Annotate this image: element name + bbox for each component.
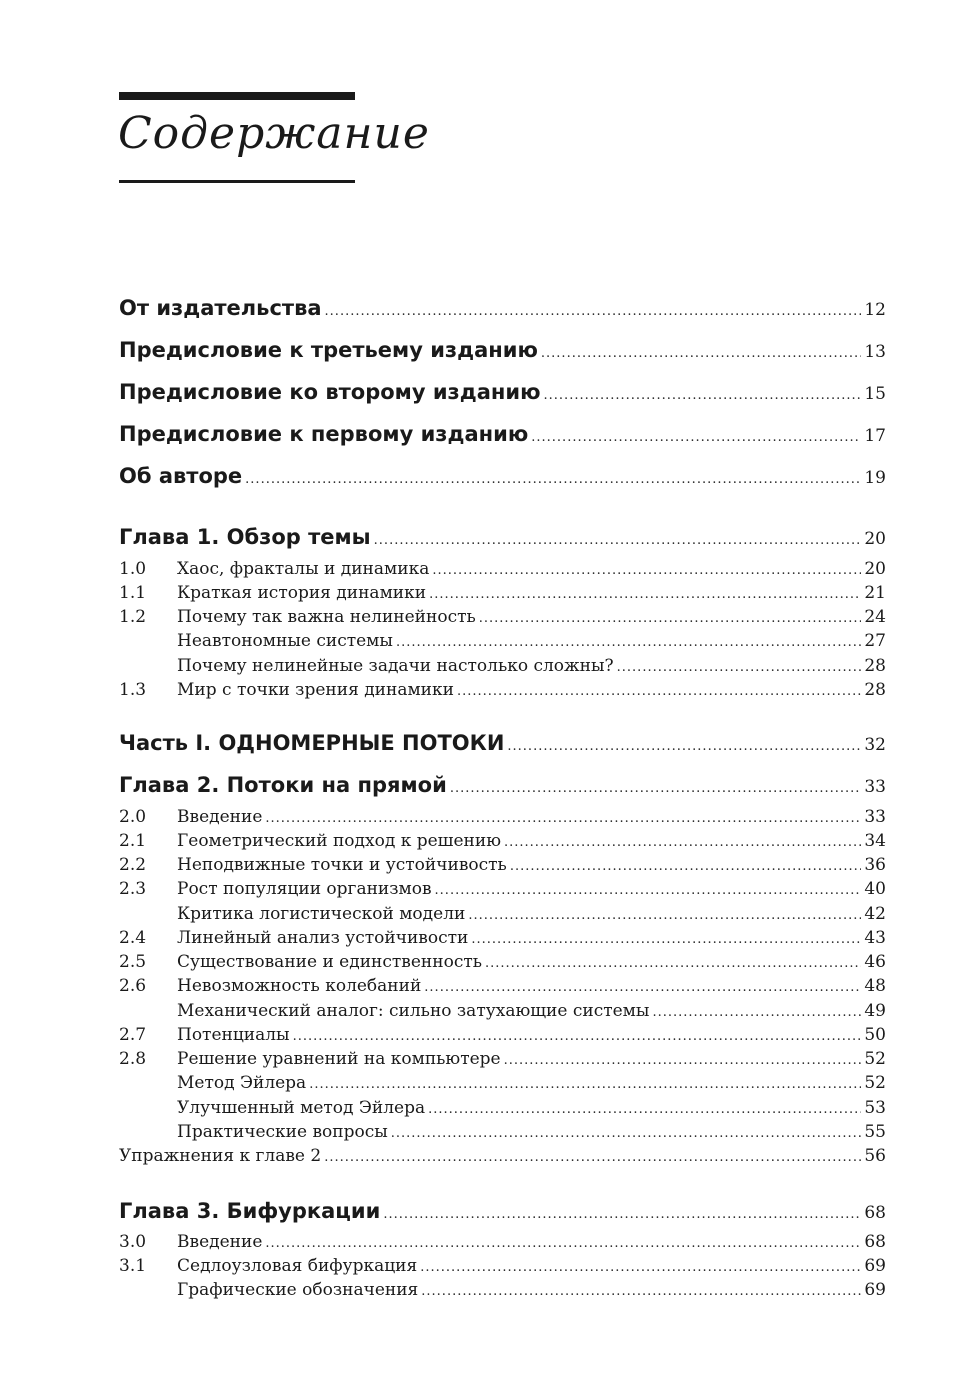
- dot-leader: [391, 1126, 862, 1141]
- entry-title: Глава 3. Бифуркации: [119, 1199, 381, 1223]
- dot-leader: [293, 1029, 862, 1044]
- page-number: 28: [864, 656, 886, 676]
- page-number: 69: [864, 1280, 886, 1300]
- dot-leader: [324, 1150, 861, 1165]
- entry-title: Почему так важна нелинейность: [177, 607, 476, 627]
- dot-leader: [421, 1284, 861, 1299]
- toc-heading-row[interactable]: [119, 525, 886, 549]
- page-number: 55: [864, 1122, 886, 1142]
- dot-leader: [471, 932, 861, 947]
- page-number: 52: [864, 1049, 886, 1069]
- entry-title: Хаос, фракталы и динамика: [177, 559, 430, 579]
- section-number: 1.1: [119, 583, 147, 603]
- page-number: 33: [864, 777, 886, 797]
- toc-entry-row[interactable]: [119, 952, 886, 972]
- section-number: 1.2: [119, 607, 147, 627]
- page-number: 36: [864, 855, 886, 875]
- entry-title: Геометрический подход к решению: [177, 831, 501, 851]
- section-number: 2.0: [119, 807, 147, 827]
- toc-heading-row[interactable]: [119, 464, 886, 488]
- page-number: 33: [864, 807, 886, 827]
- entry-title: Краткая история динамики: [177, 583, 427, 603]
- toc-entry-row[interactable]: [119, 1232, 886, 1252]
- dot-leader: [374, 533, 862, 548]
- toc-heading-row[interactable]: [119, 422, 886, 446]
- toc-entry-row[interactable]: [119, 1001, 886, 1021]
- toc-entry-row[interactable]: [119, 855, 886, 875]
- toc-entry-row[interactable]: [119, 1098, 886, 1118]
- dot-leader: [457, 684, 861, 699]
- dot-leader: [396, 635, 861, 650]
- entry-title: Рост популяции организмов: [177, 879, 432, 899]
- dot-leader: [435, 883, 862, 898]
- toc-entry-row[interactable]: [119, 583, 886, 603]
- title-top-rule: [119, 92, 355, 100]
- toc-entry-row[interactable]: [119, 607, 886, 627]
- entry-title: Предисловие к третьему изданию: [119, 338, 538, 362]
- entry-title: Неподвижные точки и устойчивость: [177, 855, 507, 875]
- section-number: 2.3: [119, 879, 147, 899]
- section-number: 2.4: [119, 928, 147, 948]
- dot-leader: [479, 611, 862, 626]
- entry-title: Предисловие ко второму изданию: [119, 380, 541, 404]
- dot-leader: [420, 1260, 861, 1275]
- toc-entry-row[interactable]: [119, 656, 886, 676]
- dot-leader: [265, 1236, 861, 1251]
- page-number: 69: [864, 1256, 886, 1276]
- page-number: 12: [864, 300, 886, 320]
- entry-title: Упражнения к главе 2: [119, 1146, 322, 1166]
- dot-leader: [507, 739, 861, 754]
- dot-leader: [424, 980, 861, 995]
- section-number: 2.2: [119, 855, 147, 875]
- entry-title: Потенциалы: [177, 1025, 290, 1045]
- entry-title: Линейный анализ устойчивости: [177, 928, 469, 948]
- page-title: Содержание: [118, 108, 430, 159]
- dot-leader: [325, 304, 862, 319]
- dot-leader: [468, 908, 861, 923]
- entry-title: Введение: [177, 807, 263, 827]
- dot-leader: [510, 859, 862, 874]
- toc-entry-row[interactable]: [119, 928, 886, 948]
- toc-entry-row[interactable]: [119, 904, 886, 924]
- page-number: 49: [864, 1001, 886, 1021]
- toc-entry-row[interactable]: [119, 631, 886, 651]
- dot-leader: [383, 1207, 861, 1222]
- dot-leader: [309, 1077, 861, 1092]
- dot-leader: [652, 1005, 861, 1020]
- toc-entry-row[interactable]: [119, 559, 886, 579]
- page-number: 52: [864, 1073, 886, 1093]
- section-number: 2.6: [119, 976, 147, 996]
- section-number: 3.0: [119, 1232, 147, 1252]
- entry-title: Мир с точки зрения динамики: [177, 680, 454, 700]
- page-number: 19: [864, 468, 886, 488]
- entry-title: Неавтономные системы: [177, 631, 393, 651]
- page-number: 53: [864, 1098, 886, 1118]
- entry-title: Предисловие к первому изданию: [119, 422, 529, 446]
- toc-heading-row[interactable]: [119, 731, 886, 755]
- page-number: 20: [864, 529, 886, 549]
- toc-entry-row[interactable]: [119, 1122, 886, 1142]
- section-number: 1.3: [119, 680, 147, 700]
- section-number: 2.8: [119, 1049, 147, 1069]
- toc-entry-row[interactable]: [119, 1025, 886, 1045]
- page-number: 27: [864, 631, 886, 651]
- toc-entry-row[interactable]: [119, 831, 886, 851]
- toc-entry-row[interactable]: [119, 879, 886, 899]
- page-number: 50: [864, 1025, 886, 1045]
- page-number: 34: [864, 831, 886, 851]
- toc-entry-row[interactable]: [119, 1256, 886, 1276]
- page-number: 13: [864, 342, 886, 362]
- toc-heading-row[interactable]: [119, 338, 886, 362]
- page-number: 68: [864, 1232, 886, 1252]
- entry-title: От издательства: [119, 296, 322, 320]
- section-number: 2.1: [119, 831, 147, 851]
- dot-leader: [428, 1102, 861, 1117]
- page-number: 28: [864, 680, 886, 700]
- section-number: 1.0: [119, 559, 147, 579]
- page-number: 40: [864, 879, 886, 899]
- dot-leader: [429, 587, 861, 602]
- page-number: 68: [864, 1203, 886, 1223]
- toc-heading-row[interactable]: [119, 380, 886, 404]
- dot-leader: [617, 660, 862, 675]
- page-number: 43: [864, 928, 886, 948]
- dot-leader: [432, 563, 861, 578]
- entry-title: Введение: [177, 1232, 263, 1252]
- entry-title: Механический аналог: сильно затухающие системы: [177, 1001, 650, 1021]
- toc-heading-row[interactable]: [119, 296, 886, 320]
- section-number: 2.7: [119, 1025, 147, 1045]
- entry-title: Решение уравнений на компьютере: [177, 1049, 501, 1069]
- toc-entry-row[interactable]: [119, 1049, 886, 1069]
- entry-title: Практические вопросы: [177, 1122, 388, 1142]
- entry-title: Об авторе: [119, 464, 243, 488]
- title-bottom-rule: [119, 180, 355, 183]
- toc-entry-row[interactable]: [119, 976, 886, 996]
- page-number: 17: [864, 426, 886, 446]
- entry-title: Графические обозначения: [177, 1280, 419, 1300]
- page-number: 48: [864, 976, 886, 996]
- dot-leader: [544, 388, 862, 403]
- dot-leader: [504, 1053, 862, 1068]
- entry-title: Существование и единственность: [177, 952, 482, 972]
- section-number: 2.5: [119, 952, 147, 972]
- dot-leader: [245, 472, 861, 487]
- toc-heading-row[interactable]: [119, 1199, 886, 1223]
- entry-title: Глава 2. Потоки на прямой: [119, 773, 447, 797]
- dot-leader: [531, 430, 861, 445]
- entry-title: Улучшенный метод Эйлера: [177, 1098, 426, 1118]
- toc-entry-row[interactable]: [119, 1146, 886, 1166]
- toc-entry-row[interactable]: [119, 1280, 886, 1300]
- toc-entry-row[interactable]: [119, 807, 886, 827]
- entry-title: Почему нелинейные задачи настолько сложны?: [177, 656, 614, 676]
- page-number: 46: [864, 952, 886, 972]
- page-number: 21: [864, 583, 886, 603]
- page-number: 32: [864, 735, 886, 755]
- toc-entry-row[interactable]: [119, 680, 886, 700]
- section-number: 3.1: [119, 1256, 147, 1276]
- page-number: 24: [864, 607, 886, 627]
- entry-title: Критика логистической модели: [177, 904, 466, 924]
- dot-leader: [450, 781, 862, 796]
- entry-title: Метод Эйлера: [177, 1073, 307, 1093]
- entry-title: Седлоузловая бифуркация: [177, 1256, 418, 1276]
- page-number: 56: [864, 1146, 886, 1166]
- dot-leader: [265, 811, 861, 826]
- page-number: 20: [864, 559, 886, 579]
- dot-leader: [541, 346, 861, 361]
- page-number: 42: [864, 904, 886, 924]
- entry-title: Часть I. ОДНОМЕРНЫЕ ПОТОКИ: [119, 731, 505, 755]
- entry-title: Невозможность колебаний: [177, 976, 422, 996]
- page-number: 15: [864, 384, 886, 404]
- entry-title: Глава 1. Обзор темы: [119, 525, 371, 549]
- toc-entry-row[interactable]: [119, 1073, 886, 1093]
- toc-heading-row[interactable]: [119, 773, 886, 797]
- dot-leader: [504, 835, 861, 850]
- dot-leader: [485, 956, 861, 971]
